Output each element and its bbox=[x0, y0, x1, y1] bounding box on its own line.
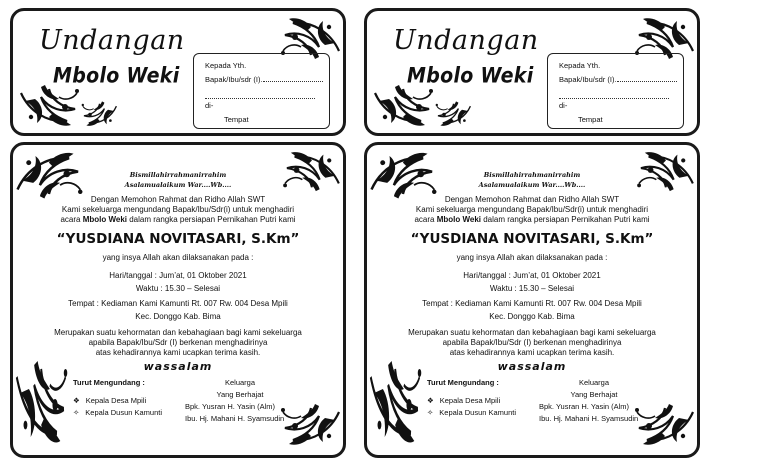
opening-line-2: Kami sekeluarga mengundang Bapak/Ibu/Sdr(i) untuk menghadiri bbox=[61, 205, 295, 214]
co-inviters-label: Turut Mengundang : bbox=[73, 378, 145, 387]
flourish-ornament-icon bbox=[79, 99, 119, 129]
host-father: Bpk. Yusran H. Yasin (Alm) bbox=[185, 402, 276, 411]
invitation-card-left bbox=[10, 142, 346, 458]
cover-title: Undangan bbox=[39, 25, 185, 56]
closing-line-1: Merupakan suatu kehormatan dan kebahagiaan bagi kami sekeluarga bbox=[54, 328, 302, 337]
host-mother: Ibu. Hj. Mahani H. Syamsudin bbox=[185, 414, 285, 423]
corner-ornament-icon bbox=[279, 397, 341, 453]
co-inviters-label: Turut Mengundang : bbox=[427, 378, 499, 387]
wassalam: wassalam bbox=[497, 360, 567, 373]
event-date: Hari/tanggal : Jum’at, 01 Oktober 2021 bbox=[463, 271, 601, 280]
host-family-members bbox=[539, 401, 638, 425]
bride-name: “YUSDIANA NOVITASARI, S.Km” bbox=[410, 231, 654, 247]
cover-title: Undangan bbox=[393, 25, 539, 56]
wassalam: wassalam bbox=[143, 360, 213, 373]
closing-line-2: apabila Bapak/Ibu/Sdr (I) berkenan menghadirinya bbox=[88, 338, 268, 347]
closing-line-2: apabila Bapak/Ibu/Sdr (I) berkenan menghadirinya bbox=[442, 338, 622, 347]
basmalah: Bismillahirrahmanirrahim bbox=[483, 171, 581, 179]
basmalah: Bismillahirrahmanirrahim bbox=[129, 171, 227, 179]
event-time: Waktu : 15.30 – Selesai bbox=[489, 284, 575, 293]
place-label: Tempat bbox=[578, 115, 603, 124]
event-place-1: Tempat : Kediaman Kami Kamunti Rt. 007 Rw. 004 Desa Mpili bbox=[422, 299, 642, 308]
bullet-diamond-icon: ❖ bbox=[73, 396, 80, 405]
host-family-sublabel: Yang Berhajat bbox=[570, 390, 618, 399]
addressee-name-line: Bapak/Ibu/sdr (I). bbox=[559, 74, 677, 85]
host-mother: Ibu. Hj. Mahani H. Syamsudin bbox=[539, 414, 639, 423]
addressee-label: Kepada Yth. bbox=[559, 61, 601, 70]
cover-subtitle: Mbolo Weki bbox=[407, 63, 534, 89]
co-inviter-item: ✧ Kepala Dusun Kamunti bbox=[73, 408, 163, 417]
host-family bbox=[185, 377, 295, 401]
cover-card-left bbox=[10, 8, 346, 136]
bullet-diamond-icon: ❖ bbox=[427, 396, 434, 405]
co-inviter-item: ✧ Kepala Dusun Kamunti bbox=[427, 408, 517, 417]
flourish-ornament-icon bbox=[433, 99, 473, 129]
addressee-label: Kepada Yth. bbox=[205, 61, 247, 70]
cover-subtitle: Mbolo Weki bbox=[53, 63, 180, 89]
addressee-name-line: Bapak/Ibu/sdr (I). bbox=[205, 74, 323, 85]
bride-name: “YUSDIANA NOVITASARI, S.Km” bbox=[56, 231, 300, 247]
opening-line-2: Kami sekeluarga mengundang Bapak/Ibu/Sdr(i) untuk menghadiri bbox=[415, 205, 649, 214]
event-date: Hari/tanggal : Jum’at, 01 Oktober 2021 bbox=[109, 271, 247, 280]
address-box bbox=[547, 53, 684, 129]
bullet-star-icon: ✧ bbox=[427, 408, 434, 417]
opening-line-1: Dengan Memohon Rahmat dan Ridho Allah SWT bbox=[90, 195, 266, 204]
bullet-star-icon: ✧ bbox=[73, 408, 80, 417]
at-label: di- bbox=[559, 101, 568, 110]
held-on-text: yang insya Allah akan dilaksanakan pada : bbox=[102, 253, 254, 262]
closing-line-1: Merupakan suatu kehormatan dan kebahagiaan bagi kami sekeluarga bbox=[408, 328, 656, 337]
event-place-1: Tempat : Kediaman Kami Kamunti Rt. 007 Rw. 004 Desa Mpili bbox=[68, 299, 288, 308]
event-time: Waktu : 15.30 – Selesai bbox=[135, 284, 221, 293]
co-inviter-item: ❖ Kepala Desa Mpili bbox=[427, 396, 501, 405]
event-place-2: Kec. Donggo Kab. Bima bbox=[135, 312, 221, 321]
at-label: di- bbox=[205, 101, 214, 110]
closing-line-3: atas kehadirannya kami ucapkan terima kasih. bbox=[449, 348, 615, 357]
host-family-sublabel: Yang Berhajat bbox=[216, 390, 264, 399]
host-family-label: Keluarga bbox=[578, 378, 610, 387]
address-box bbox=[193, 53, 330, 129]
co-inviter-item: ❖ Kepala Desa Mpili bbox=[73, 396, 147, 405]
place-label: Tempat bbox=[224, 115, 249, 124]
greeting: Asalamualaikum War....Wb.... bbox=[124, 181, 232, 189]
host-family bbox=[539, 377, 649, 401]
opening-line-1: Dengan Memohon Rahmat dan Ridho Allah SWT bbox=[444, 195, 620, 204]
opening-line-3: acara Mbolo Weki dalam rangka persiapan Pernikahan Putri kami bbox=[60, 215, 296, 224]
closing-line-3: atas kehadirannya kami ucapkan terima kasih. bbox=[95, 348, 261, 357]
corner-ornament-icon bbox=[633, 397, 695, 453]
host-father: Bpk. Yusran H. Yasin (Alm) bbox=[539, 402, 630, 411]
greeting: Asalamualaikum War....Wb.... bbox=[478, 181, 586, 189]
cover-card-right bbox=[364, 8, 700, 136]
host-family-label: Keluarga bbox=[224, 378, 256, 387]
invitation-card-right bbox=[364, 142, 700, 458]
corner-ornament-icon bbox=[373, 81, 435, 131]
held-on-text: yang insya Allah akan dilaksanakan pada : bbox=[456, 253, 608, 262]
corner-ornament-icon bbox=[19, 81, 81, 131]
host-family-members bbox=[185, 401, 284, 425]
co-inviters bbox=[427, 377, 516, 419]
opening-line-3: acara Mbolo Weki dalam rangka persiapan Pernikahan Putri kami bbox=[414, 215, 650, 224]
event-place-2: Kec. Donggo Kab. Bima bbox=[489, 312, 575, 321]
co-inviters bbox=[73, 377, 162, 419]
